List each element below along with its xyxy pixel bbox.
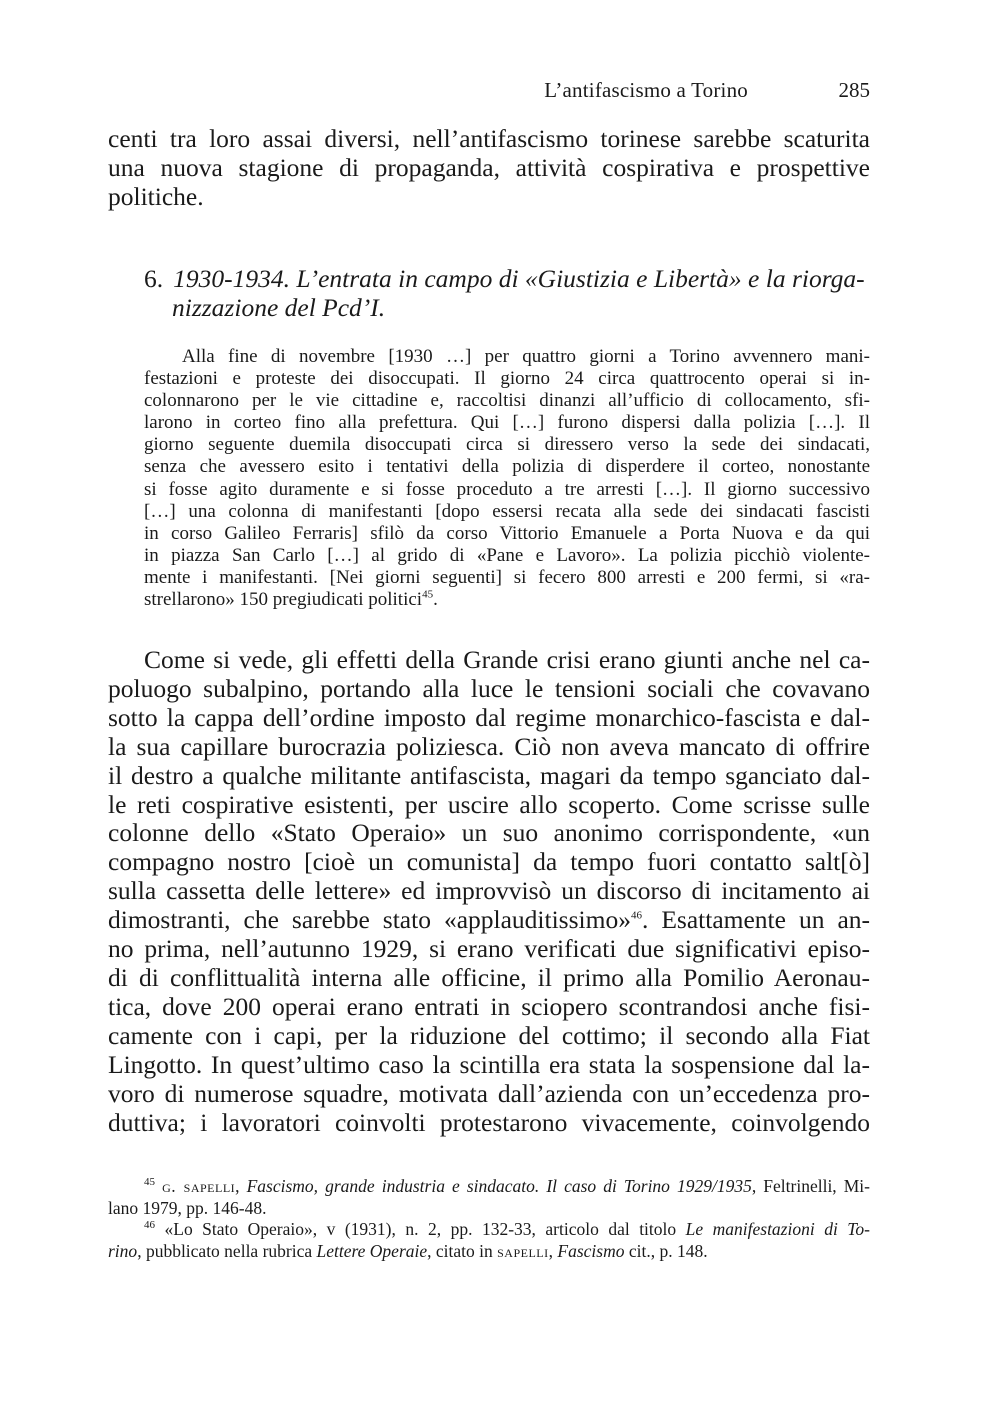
text-line: voro di numerose squadre, motivata dall’azienda con un’eccedenza pro- bbox=[108, 1078, 870, 1108]
text-line: tica, dove 200 operai erano entrati in sciopero scontrandosi anche fisi- bbox=[108, 991, 870, 1021]
footnote-rubric: Lettere Operaie bbox=[316, 1240, 428, 1261]
footnote-46 bbox=[108, 1219, 870, 1241]
quote-line: colonnarono per le vie cittadine e, raccoltisi dinanzi all’ufficio di collocamento, sfi- bbox=[144, 390, 870, 412]
section-heading bbox=[144, 264, 870, 322]
text-line: centi tra loro assai diversi, nell’antifascismo torinese sarebbe scaturita bbox=[108, 124, 870, 153]
footnote-title: rino bbox=[108, 1240, 138, 1261]
body-paragraph bbox=[108, 646, 870, 1137]
footnote-text: , bbox=[548, 1240, 558, 1261]
text-line: duttiva; i lavoratori coinvolti protestarono vivacemente, coinvolgendo bbox=[108, 1107, 870, 1137]
footnote-ref-46[interactable]: 46 bbox=[630, 909, 642, 922]
footnotes bbox=[108, 1176, 870, 1262]
block-quote bbox=[144, 346, 870, 611]
quote-line: Alla fine di novembre [1930 …] per quattro giorni a Torino avvennero mani- bbox=[182, 346, 870, 367]
footnote-author: g. sapelli bbox=[162, 1176, 236, 1196]
page-number: 285 bbox=[838, 78, 870, 102]
text-line: colonne dello «Stato Operaio» un suo anonimo corrispondente, «un bbox=[108, 818, 870, 848]
quote-line: si fosse agito duramente e si fosse proceduto a tre arresti […]. Il giorno successivo bbox=[144, 478, 870, 500]
text-line: le reti cospirative esistenti, per uscire allo scoperto. Come scrisse sulle bbox=[108, 789, 870, 819]
footnote-text: , Feltrinelli, Mi- bbox=[751, 1176, 870, 1196]
footnote-45-line2: lano 1979, pp. 146-48. bbox=[108, 1197, 267, 1218]
quote-line: festazioni e proteste dei disoccupati. Il giorno 24 circa quattrocento operai si in- bbox=[144, 368, 870, 390]
quote-line: senza che avessero esito i tentativi della polizia di disperdere il corteo, nonostante bbox=[144, 456, 870, 478]
footnote-mark: 45 bbox=[144, 1176, 155, 1189]
text-line bbox=[108, 906, 870, 935]
footnote-text: «Lo Stato Operaio», v (1931), n. 2, pp. 132-33, articolo dal titolo bbox=[164, 1219, 686, 1239]
text-line: Lingotto. In quest’ultimo caso la scintilla era stata la sospensione dal la- bbox=[108, 1049, 870, 1079]
text-line: politiche. bbox=[108, 182, 204, 212]
quote-line bbox=[144, 589, 870, 611]
footnote-45: $^{45}$ g. sapelli, Fascismo, grande industria e sindacato. Il caso di Torino 1929/1935, Feltrinelli, Mi- bbox=[144, 1176, 870, 1196]
section-title-line: 1930-1934. L’entrata in campo di «Giustizia e Libertà» e la riorga- bbox=[173, 264, 865, 293]
running-header bbox=[108, 78, 870, 108]
text-line: una nuova stagione di propaganda, attività cospirativa e prospettive bbox=[108, 153, 870, 183]
text-line: di di conflittualità interna alle officine, il primo alla Pomilio Aeronau- bbox=[108, 962, 870, 992]
text-line: camente con i capi, per la riduzione del cottimo; il secondo alla Fiat bbox=[108, 1020, 870, 1050]
footnote-text: , citato in bbox=[427, 1240, 498, 1261]
quote-line: larono in corteo fino alla prefettura. Qui […] furono dispersi dalla polizia […]. Il bbox=[144, 412, 870, 434]
text-line: sulla cassetta delle lettere» ed improvvisò un discorso di incitamento ai bbox=[108, 876, 870, 906]
footnote-ref-45[interactable]: 45 bbox=[422, 588, 434, 601]
quote-line: giorno seguente duemila disoccupati circa si diressero verso la sede dei sindacati, bbox=[144, 434, 870, 456]
intro-paragraph bbox=[108, 124, 870, 212]
text-segment: dimostranti, che sarebbe stato «applauditissimo» bbox=[108, 905, 631, 935]
text-line: poluogo subalpino, portando alla luce le tensioni sociali che covavano bbox=[108, 673, 870, 703]
footnote-title: Le manifestazioni di To- bbox=[685, 1219, 871, 1239]
quote-line: in piazza San Carlo […] al grido di «Pane e Lavoro». La polizia picchiò violente- bbox=[144, 544, 870, 566]
text-segment: . Esattamente un an- bbox=[641, 905, 870, 935]
quote-line: in corso Galileo Ferraris] sfilò da corso Vittorio Emanuele a Porta Nuova e da qui bbox=[144, 522, 870, 544]
quote-line-text: strellarono» 150 pregiudicati politici bbox=[144, 589, 423, 611]
quote-line: […] una colonna di manifestanti [dopo essersi recata alla sede dei sindacati fascisti bbox=[144, 500, 870, 522]
text-line: Come si vede, gli effetti della Grande crisi erano giunti anche nel ca- bbox=[144, 645, 870, 674]
text-line: il destro a qualche militante antifascista, magari da tempo sganciato dal- bbox=[108, 760, 870, 790]
running-title: L’antifascismo a Torino bbox=[544, 78, 748, 102]
footnote-text: cit., p. 148. bbox=[624, 1240, 708, 1261]
footnote-text: , pubblicato nella rubrica bbox=[137, 1240, 317, 1261]
section-title-line: nizzazione del Pcd’I. bbox=[172, 293, 386, 322]
quote-end: . bbox=[433, 589, 438, 611]
quote-line: mente i manifestanti. [Nei giorni seguenti] si fecero 800 arresti e 200 fermi, si «ra- bbox=[144, 566, 870, 588]
footnote-short-title: Fascismo bbox=[557, 1240, 625, 1261]
footnote-title: Fascismo, grande industria e sindacato. Il caso di Torino 1929/1935 bbox=[246, 1176, 752, 1196]
text-line: sotto la cappa dell’ordine imposto dal regime monarchico-fascista e dal- bbox=[108, 702, 870, 732]
text-line: la sua capillare burocrazia poliziesca. Ciò non aveva mancato di offrire bbox=[108, 731, 870, 761]
text-line: no prima, nell’autunno 1929, si erano verificati due significativi episo- bbox=[108, 934, 870, 964]
footnote-author: sapelli bbox=[497, 1240, 549, 1261]
footnote-46-line2 bbox=[108, 1241, 870, 1263]
text-line: compagno nostro [cioè un comunista] da tempo fuori contatto salt[ò] bbox=[108, 847, 870, 877]
footnote-mark: 46 bbox=[144, 1219, 155, 1232]
section-number: 6. bbox=[144, 264, 164, 293]
